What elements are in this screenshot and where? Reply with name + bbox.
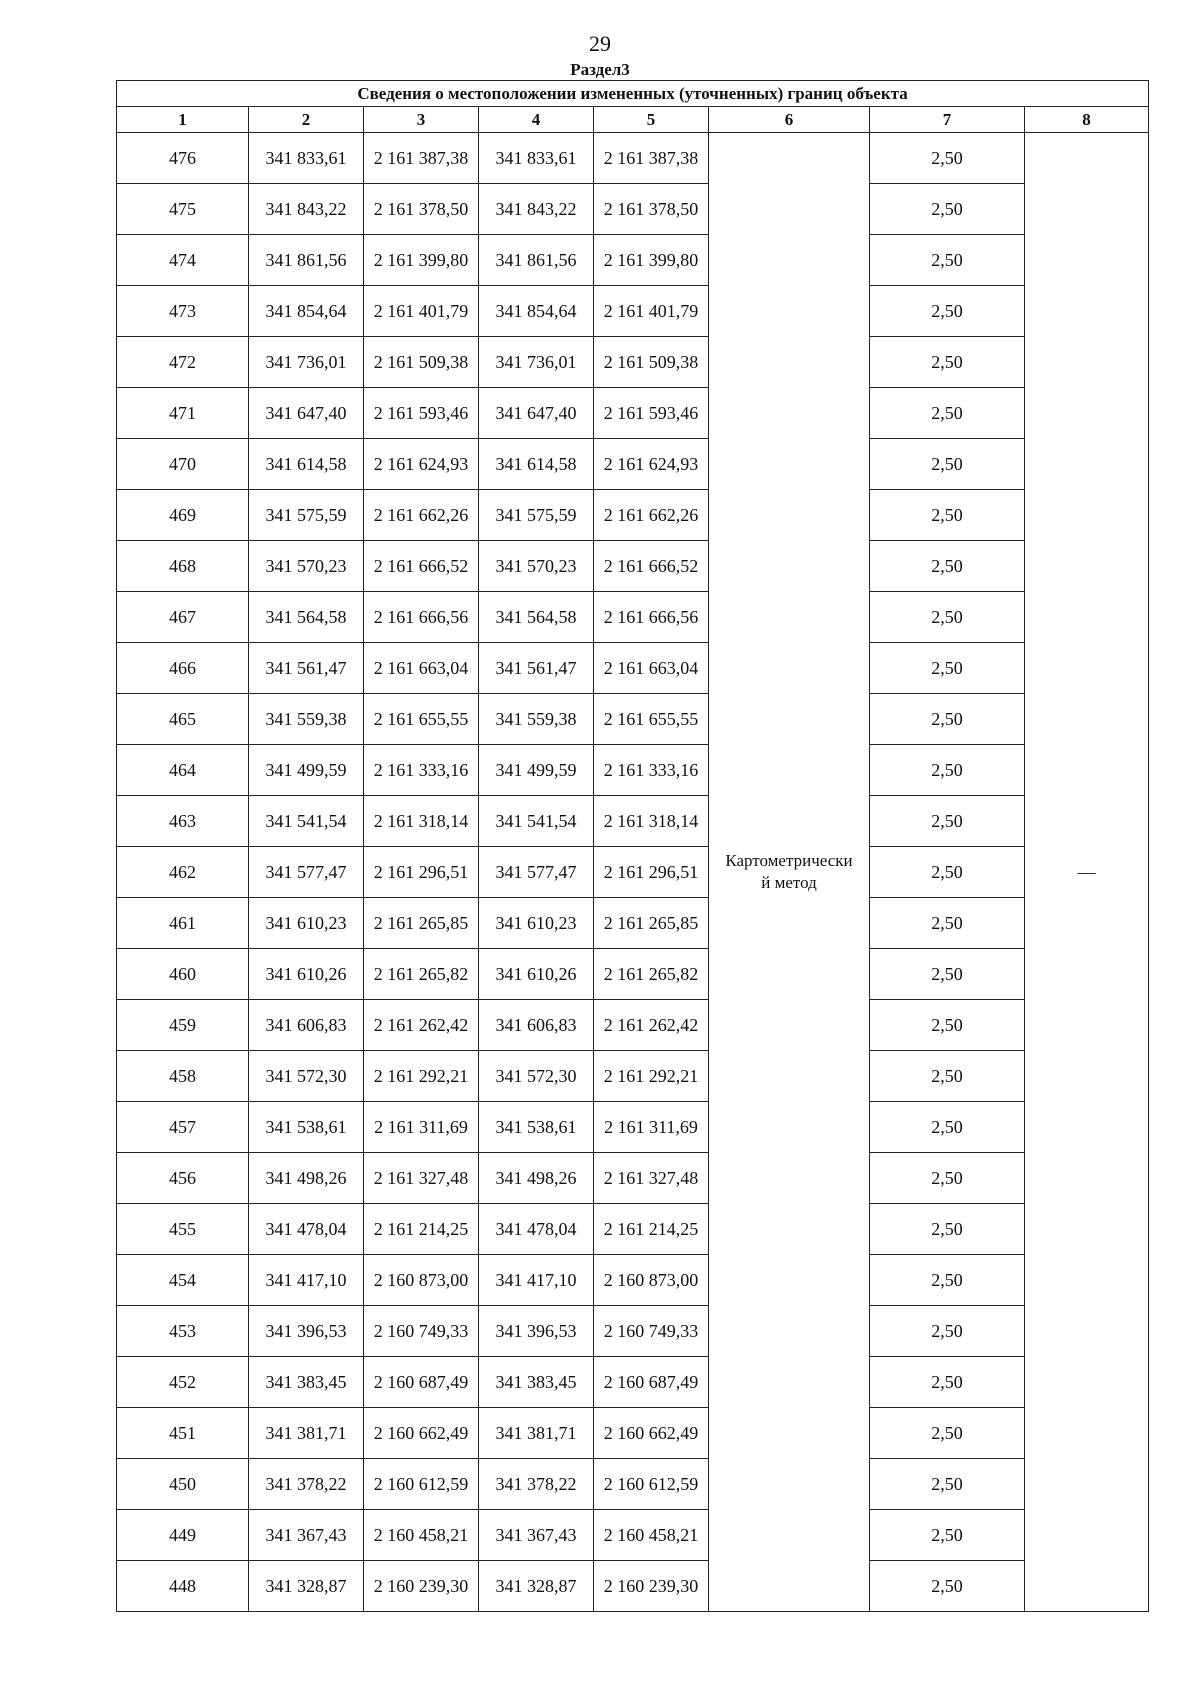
x-coordinate-existing-cell: 341 647,40 (249, 388, 364, 439)
table-row (117, 1255, 1149, 1306)
x-coordinate-updated-cell: 341 328,87 (479, 1561, 594, 1612)
y-coordinate-existing-cell: 2 160 687,49 (364, 1357, 479, 1408)
y-coordinate-updated-cell: 2 160 687,49 (594, 1357, 709, 1408)
y-coordinate-updated-cell: 2 161 624,93 (594, 439, 709, 490)
x-coordinate-updated-cell: 341 861,56 (479, 235, 594, 286)
accuracy-cell: 2,50 (870, 592, 1025, 643)
x-coordinate-updated-cell: 341 843,22 (479, 184, 594, 235)
accuracy-cell: 2,50 (870, 1153, 1025, 1204)
accuracy-cell: 2,50 (870, 745, 1025, 796)
accuracy-cell: 2,50 (870, 1408, 1025, 1459)
table-row (117, 1306, 1149, 1357)
x-coordinate-existing-cell: 341 606,83 (249, 1000, 364, 1051)
point-number-cell: 451 (117, 1408, 249, 1459)
y-coordinate-existing-cell: 2 161 624,93 (364, 439, 479, 490)
x-coordinate-existing-cell: 341 570,23 (249, 541, 364, 592)
x-coordinate-updated-cell: 341 417,10 (479, 1255, 594, 1306)
point-number-cell: 465 (117, 694, 249, 745)
table-row (117, 949, 1149, 1000)
y-coordinate-existing-cell: 2 161 214,25 (364, 1204, 479, 1255)
table-row (117, 796, 1149, 847)
table-row (117, 1204, 1149, 1255)
x-coordinate-updated-cell: 341 572,30 (479, 1051, 594, 1102)
column-number-2: 2 (249, 107, 364, 133)
x-coordinate-updated-cell: 341 541,54 (479, 796, 594, 847)
y-coordinate-updated-cell: 2 161 265,85 (594, 898, 709, 949)
accuracy-cell: 2,50 (870, 796, 1025, 847)
table-caption: Сведения о местоположении измененных (уточненных) границ объекта (117, 81, 1149, 107)
accuracy-cell: 2,50 (870, 1000, 1025, 1051)
point-number-cell: 452 (117, 1357, 249, 1408)
accuracy-cell: 2,50 (870, 235, 1025, 286)
accuracy-cell: 2,50 (870, 490, 1025, 541)
y-coordinate-existing-cell: 2 161 666,52 (364, 541, 479, 592)
table-row (117, 694, 1149, 745)
table-row (117, 1408, 1149, 1459)
y-coordinate-updated-cell: 2 161 387,38 (594, 133, 709, 184)
accuracy-cell: 2,50 (870, 1204, 1025, 1255)
point-number-cell: 476 (117, 133, 249, 184)
table-row (117, 286, 1149, 337)
y-coordinate-updated-cell: 2 161 509,38 (594, 337, 709, 388)
x-coordinate-existing-cell: 341 541,54 (249, 796, 364, 847)
point-number-cell: 462 (117, 847, 249, 898)
point-number-cell: 474 (117, 235, 249, 286)
y-coordinate-existing-cell: 2 160 662,49 (364, 1408, 479, 1459)
y-coordinate-updated-cell: 2 161 593,46 (594, 388, 709, 439)
x-coordinate-existing-cell: 341 367,43 (249, 1510, 364, 1561)
point-number-cell: 448 (117, 1561, 249, 1612)
y-coordinate-updated-cell: 2 161 333,16 (594, 745, 709, 796)
x-coordinate-existing-cell: 341 478,04 (249, 1204, 364, 1255)
point-number-cell: 463 (117, 796, 249, 847)
table-row (117, 1000, 1149, 1051)
accuracy-cell: 2,50 (870, 388, 1025, 439)
y-coordinate-existing-cell: 2 161 327,48 (364, 1153, 479, 1204)
x-coordinate-updated-cell: 341 614,58 (479, 439, 594, 490)
column-number-1: 1 (117, 107, 249, 133)
x-coordinate-updated-cell: 341 736,01 (479, 337, 594, 388)
x-coordinate-updated-cell: 341 606,83 (479, 1000, 594, 1051)
y-coordinate-existing-cell: 2 161 333,16 (364, 745, 479, 796)
column-number-7: 7 (870, 107, 1025, 133)
y-coordinate-existing-cell: 2 161 666,56 (364, 592, 479, 643)
x-coordinate-existing-cell: 341 417,10 (249, 1255, 364, 1306)
x-coordinate-existing-cell: 341 498,26 (249, 1153, 364, 1204)
y-coordinate-existing-cell: 2 161 262,42 (364, 1000, 479, 1051)
y-coordinate-updated-cell: 2 161 296,51 (594, 847, 709, 898)
y-coordinate-updated-cell: 2 160 749,33 (594, 1306, 709, 1357)
x-coordinate-updated-cell: 341 564,58 (479, 592, 594, 643)
y-coordinate-updated-cell: 2 161 655,55 (594, 694, 709, 745)
y-coordinate-existing-cell: 2 161 662,26 (364, 490, 479, 541)
x-coordinate-existing-cell: 341 383,45 (249, 1357, 364, 1408)
accuracy-cell: 2,50 (870, 133, 1025, 184)
column-number-8: 8 (1025, 107, 1149, 133)
section-title: Раздел3 (570, 60, 630, 79)
table-row (117, 847, 1149, 898)
y-coordinate-existing-cell: 2 161 593,46 (364, 388, 479, 439)
table-row (117, 235, 1149, 286)
point-number-cell: 470 (117, 439, 249, 490)
accuracy-cell: 2,50 (870, 1306, 1025, 1357)
x-coordinate-updated-cell: 341 610,26 (479, 949, 594, 1000)
column-number-5: 5 (594, 107, 709, 133)
x-coordinate-updated-cell: 341 575,59 (479, 490, 594, 541)
x-coordinate-existing-cell: 341 328,87 (249, 1561, 364, 1612)
x-coordinate-updated-cell: 341 498,26 (479, 1153, 594, 1204)
accuracy-cell: 2,50 (870, 1561, 1025, 1612)
accuracy-cell: 2,50 (870, 541, 1025, 592)
x-coordinate-updated-cell: 341 367,43 (479, 1510, 594, 1561)
table-row (117, 1561, 1149, 1612)
column-number-row (117, 107, 1149, 133)
table-row (117, 490, 1149, 541)
x-coordinate-existing-cell: 341 559,38 (249, 694, 364, 745)
point-number-cell: 454 (117, 1255, 249, 1306)
column-number-6: 6 (709, 107, 870, 133)
y-coordinate-existing-cell: 2 160 749,33 (364, 1306, 479, 1357)
accuracy-cell: 2,50 (870, 439, 1025, 490)
table-row (117, 1051, 1149, 1102)
y-coordinate-existing-cell: 2 161 378,50 (364, 184, 479, 235)
accuracy-cell: 2,50 (870, 1102, 1025, 1153)
y-coordinate-existing-cell: 2 160 239,30 (364, 1561, 479, 1612)
determination-method-text: й метод (761, 873, 817, 892)
y-coordinate-existing-cell: 2 161 401,79 (364, 286, 479, 337)
table-row (117, 745, 1149, 796)
x-coordinate-updated-cell: 341 478,04 (479, 1204, 594, 1255)
accuracy-cell: 2,50 (870, 1459, 1025, 1510)
accuracy-cell: 2,50 (870, 1255, 1025, 1306)
x-coordinate-existing-cell: 341 561,47 (249, 643, 364, 694)
y-coordinate-updated-cell: 2 161 214,25 (594, 1204, 709, 1255)
x-coordinate-existing-cell: 341 396,53 (249, 1306, 364, 1357)
x-coordinate-existing-cell: 341 577,47 (249, 847, 364, 898)
y-coordinate-updated-cell: 2 160 458,21 (594, 1510, 709, 1561)
accuracy-cell: 2,50 (870, 898, 1025, 949)
x-coordinate-updated-cell: 341 383,45 (479, 1357, 594, 1408)
y-coordinate-existing-cell: 2 161 311,69 (364, 1102, 479, 1153)
accuracy-cell: 2,50 (870, 337, 1025, 388)
table-row (117, 184, 1149, 235)
table-row (117, 388, 1149, 439)
point-number-cell: 464 (117, 745, 249, 796)
table-row (117, 898, 1149, 949)
x-coordinate-existing-cell: 341 499,59 (249, 745, 364, 796)
y-coordinate-existing-cell: 2 161 265,85 (364, 898, 479, 949)
accuracy-cell: 2,50 (870, 694, 1025, 745)
y-coordinate-updated-cell: 2 161 292,21 (594, 1051, 709, 1102)
x-coordinate-updated-cell: 341 378,22 (479, 1459, 594, 1510)
point-number-cell: 466 (117, 643, 249, 694)
y-coordinate-updated-cell: 2 160 873,00 (594, 1255, 709, 1306)
x-coordinate-existing-cell: 341 564,58 (249, 592, 364, 643)
y-coordinate-updated-cell: 2 161 663,04 (594, 643, 709, 694)
column-number-3: 3 (364, 107, 479, 133)
table-row (117, 337, 1149, 388)
y-coordinate-existing-cell: 2 161 265,82 (364, 949, 479, 1000)
table-row (117, 643, 1149, 694)
point-number-cell: 449 (117, 1510, 249, 1561)
x-coordinate-updated-cell: 341 499,59 (479, 745, 594, 796)
y-coordinate-updated-cell: 2 161 318,14 (594, 796, 709, 847)
x-coordinate-existing-cell: 341 854,64 (249, 286, 364, 337)
point-number-cell: 468 (117, 541, 249, 592)
x-coordinate-existing-cell: 341 575,59 (249, 490, 364, 541)
point-number-cell: 459 (117, 1000, 249, 1051)
point-number-cell: 457 (117, 1102, 249, 1153)
point-number-cell: 453 (117, 1306, 249, 1357)
accuracy-cell: 2,50 (870, 1510, 1025, 1561)
accuracy-cell: 2,50 (870, 949, 1025, 1000)
point-number-cell: 460 (117, 949, 249, 1000)
y-coordinate-updated-cell: 2 161 666,52 (594, 541, 709, 592)
accuracy-cell: 2,50 (870, 643, 1025, 694)
x-coordinate-updated-cell: 341 538,61 (479, 1102, 594, 1153)
table-row (117, 541, 1149, 592)
x-coordinate-existing-cell: 341 538,61 (249, 1102, 364, 1153)
table-row (117, 439, 1149, 490)
point-number-cell: 458 (117, 1051, 249, 1102)
x-coordinate-existing-cell: 341 381,71 (249, 1408, 364, 1459)
x-coordinate-updated-cell: 341 854,64 (479, 286, 594, 337)
point-number-cell: 461 (117, 898, 249, 949)
y-coordinate-existing-cell: 2 160 458,21 (364, 1510, 479, 1561)
x-coordinate-existing-cell: 341 614,58 (249, 439, 364, 490)
accuracy-cell: 2,50 (870, 286, 1025, 337)
x-coordinate-updated-cell: 341 559,38 (479, 694, 594, 745)
boundary-coordinates-table (116, 80, 1149, 1612)
table-body (117, 133, 1149, 1612)
y-coordinate-existing-cell: 2 161 387,38 (364, 133, 479, 184)
y-coordinate-existing-cell: 2 161 292,21 (364, 1051, 479, 1102)
point-number-cell: 456 (117, 1153, 249, 1204)
x-coordinate-existing-cell: 341 610,23 (249, 898, 364, 949)
x-coordinate-existing-cell: 341 833,61 (249, 133, 364, 184)
table-row (117, 1459, 1149, 1510)
table-row (117, 592, 1149, 643)
determination-method-text: Картометрически (725, 851, 853, 870)
y-coordinate-existing-cell: 2 161 663,04 (364, 643, 479, 694)
y-coordinate-updated-cell: 2 161 311,69 (594, 1102, 709, 1153)
y-coordinate-updated-cell: 2 161 662,26 (594, 490, 709, 541)
table-row (117, 1357, 1149, 1408)
x-coordinate-updated-cell: 341 610,23 (479, 898, 594, 949)
y-coordinate-existing-cell: 2 160 612,59 (364, 1459, 479, 1510)
y-coordinate-existing-cell: 2 161 509,38 (364, 337, 479, 388)
y-coordinate-updated-cell: 2 161 265,82 (594, 949, 709, 1000)
y-coordinate-updated-cell: 2 161 378,50 (594, 184, 709, 235)
x-coordinate-existing-cell: 341 736,01 (249, 337, 364, 388)
point-number-cell: 475 (117, 184, 249, 235)
point-number-cell: 469 (117, 490, 249, 541)
accuracy-cell: 2,50 (870, 184, 1025, 235)
y-coordinate-existing-cell: 2 161 399,80 (364, 235, 479, 286)
table-row (117, 1510, 1149, 1561)
accuracy-cell: 2,50 (870, 1357, 1025, 1408)
column-number-4: 4 (479, 107, 594, 133)
y-coordinate-existing-cell: 2 161 655,55 (364, 694, 479, 745)
x-coordinate-existing-cell: 341 610,26 (249, 949, 364, 1000)
determination-method-cell (709, 133, 870, 1612)
y-coordinate-updated-cell: 2 161 399,80 (594, 235, 709, 286)
x-coordinate-existing-cell: 341 572,30 (249, 1051, 364, 1102)
point-number-cell: 455 (117, 1204, 249, 1255)
point-number-cell: 467 (117, 592, 249, 643)
y-coordinate-existing-cell: 2 161 296,51 (364, 847, 479, 898)
x-coordinate-updated-cell: 341 396,53 (479, 1306, 594, 1357)
y-coordinate-updated-cell: 2 160 612,59 (594, 1459, 709, 1510)
page-number: 29 (589, 31, 611, 56)
accuracy-cell: 2,50 (870, 847, 1025, 898)
point-number-cell: 471 (117, 388, 249, 439)
table-row (117, 1153, 1149, 1204)
table-row (117, 133, 1149, 184)
y-coordinate-updated-cell: 2 161 327,48 (594, 1153, 709, 1204)
x-coordinate-updated-cell: 341 833,61 (479, 133, 594, 184)
x-coordinate-existing-cell: 341 843,22 (249, 184, 364, 235)
point-number-cell: 450 (117, 1459, 249, 1510)
point-number-cell: 473 (117, 286, 249, 337)
x-coordinate-updated-cell: 341 647,40 (479, 388, 594, 439)
x-coordinate-updated-cell: 341 577,47 (479, 847, 594, 898)
y-coordinate-updated-cell: 2 160 239,30 (594, 1561, 709, 1612)
x-coordinate-existing-cell: 341 378,22 (249, 1459, 364, 1510)
y-coordinate-updated-cell: 2 161 401,79 (594, 286, 709, 337)
note-cell: — (1025, 133, 1149, 1612)
y-coordinate-updated-cell: 2 160 662,49 (594, 1408, 709, 1459)
x-coordinate-updated-cell: 341 561,47 (479, 643, 594, 694)
accuracy-cell: 2,50 (870, 1051, 1025, 1102)
x-coordinate-updated-cell: 341 570,23 (479, 541, 594, 592)
table-row (117, 1102, 1149, 1153)
y-coordinate-updated-cell: 2 161 262,42 (594, 1000, 709, 1051)
y-coordinate-updated-cell: 2 161 666,56 (594, 592, 709, 643)
y-coordinate-existing-cell: 2 161 318,14 (364, 796, 479, 847)
point-number-cell: 472 (117, 337, 249, 388)
x-coordinate-updated-cell: 341 381,71 (479, 1408, 594, 1459)
y-coordinate-existing-cell: 2 160 873,00 (364, 1255, 479, 1306)
x-coordinate-existing-cell: 341 861,56 (249, 235, 364, 286)
